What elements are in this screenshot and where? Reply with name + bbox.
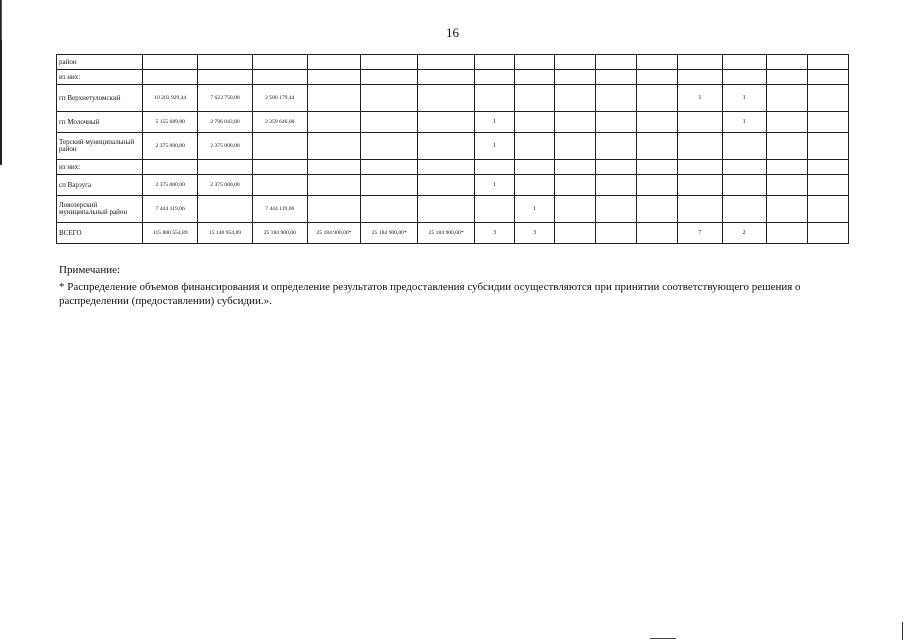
table-cell xyxy=(722,55,766,70)
table-cell xyxy=(555,85,596,112)
table-cell xyxy=(637,112,678,133)
table-cell: 1 xyxy=(475,175,515,196)
row-label: гп Молочный xyxy=(57,112,143,133)
table-cell xyxy=(515,55,555,70)
table-row xyxy=(57,112,849,133)
table-cell xyxy=(143,55,198,70)
table-cell xyxy=(637,133,678,160)
table-cell xyxy=(722,160,766,175)
table-cell: 2 375 000,00 xyxy=(143,133,198,160)
table-cell xyxy=(418,133,475,160)
table-cell xyxy=(678,160,722,175)
table-cell: 1 xyxy=(515,196,555,223)
table-cell xyxy=(361,160,418,175)
table-cell xyxy=(766,85,807,112)
table-cell xyxy=(678,196,722,223)
table-cell xyxy=(475,55,515,70)
table-cell: 25 184 900,00* xyxy=(418,223,475,244)
table-cell: 7 xyxy=(678,223,722,244)
table-cell xyxy=(307,70,361,85)
table-cell xyxy=(722,70,766,85)
table-cell xyxy=(807,112,848,133)
table-cell xyxy=(678,175,722,196)
table-cell xyxy=(596,85,637,112)
table-cell: 10 203 929,44 xyxy=(143,85,198,112)
row-label: сп Варзуга xyxy=(57,175,143,196)
table-row xyxy=(57,223,849,244)
table-cell xyxy=(766,55,807,70)
row-label: Ловозерский муниципальный район xyxy=(57,196,143,223)
table-cell xyxy=(198,55,253,70)
table-cell: 7 623 750,00 xyxy=(198,85,253,112)
table-cell xyxy=(766,112,807,133)
table-cell xyxy=(766,223,807,244)
table-cell xyxy=(418,55,475,70)
table-cell xyxy=(307,112,361,133)
table-cell xyxy=(252,160,307,175)
table-cell xyxy=(637,160,678,175)
table-cell: 15 140 954,89 xyxy=(198,223,253,244)
table-cell xyxy=(198,196,253,223)
table-cell xyxy=(307,196,361,223)
table-cell xyxy=(475,160,515,175)
table-cell xyxy=(807,55,848,70)
row-label: район xyxy=(57,55,143,70)
table-cell xyxy=(555,175,596,196)
table-cell xyxy=(475,196,515,223)
table-cell xyxy=(637,85,678,112)
table-body xyxy=(57,55,849,244)
table-cell xyxy=(307,55,361,70)
note-title: Примечание: xyxy=(59,264,121,276)
table-cell xyxy=(515,70,555,85)
note-text: * Распределение объемов финансирования и определение результатов предоставления субсидии осуществляются при принятии соответствующего решения о распределении (предоставлении) субсидии.». xyxy=(59,281,801,307)
table-cell xyxy=(596,223,637,244)
table-cell xyxy=(722,133,766,160)
row-label: гп Верхнетуломский xyxy=(57,85,143,112)
table-cell xyxy=(418,85,475,112)
table-cell xyxy=(596,175,637,196)
row-label: из них: xyxy=(57,160,143,175)
table-cell xyxy=(361,85,418,112)
table-cell xyxy=(198,70,253,85)
table-cell: 2 375 000,00 xyxy=(198,175,253,196)
table-cell xyxy=(307,133,361,160)
page-number: 16 xyxy=(446,25,459,40)
table-cell xyxy=(637,196,678,223)
table-cell xyxy=(596,160,637,175)
table-cell xyxy=(722,196,766,223)
table-cell: 1 xyxy=(475,112,515,133)
table-cell xyxy=(807,175,848,196)
table-cell xyxy=(252,133,307,160)
table-cell xyxy=(722,175,766,196)
table-cell xyxy=(361,112,418,133)
table-cell xyxy=(252,175,307,196)
table-cell xyxy=(555,160,596,175)
table-cell xyxy=(807,85,848,112)
table-cell xyxy=(198,160,253,175)
table-cell xyxy=(515,85,555,112)
table-cell: 3 xyxy=(475,223,515,244)
table-cell xyxy=(361,133,418,160)
table-cell xyxy=(596,196,637,223)
table-cell xyxy=(596,70,637,85)
table-cell xyxy=(555,223,596,244)
table-cell xyxy=(307,160,361,175)
table-cell xyxy=(143,160,198,175)
table-cell xyxy=(555,196,596,223)
table-row xyxy=(57,133,849,160)
table-cell: 3 xyxy=(515,223,555,244)
table-cell xyxy=(766,70,807,85)
table-cell xyxy=(307,175,361,196)
table-cell xyxy=(361,196,418,223)
table-cell: 1 xyxy=(475,133,515,160)
table-cell xyxy=(475,70,515,85)
table-cell: 7 444 119,06 xyxy=(143,196,198,223)
table-cell xyxy=(515,133,555,160)
row-label: из них: xyxy=(57,70,143,85)
table-cell xyxy=(143,70,198,85)
table-cell xyxy=(807,70,848,85)
table-cell xyxy=(361,70,418,85)
table-cell: 25 184 900,00* xyxy=(307,223,361,244)
table-cell xyxy=(418,160,475,175)
table-cell xyxy=(555,133,596,160)
table-cell: 5 155 689,80 xyxy=(143,112,198,133)
right-edge-mark xyxy=(902,622,903,640)
row-label: ВСЕГО xyxy=(57,223,143,244)
table-cell xyxy=(252,70,307,85)
table-cell xyxy=(475,85,515,112)
table-cell: 25 184 900,00* xyxy=(361,223,418,244)
table-cell xyxy=(418,70,475,85)
table-cell: 25 184 900,00 xyxy=(252,223,307,244)
bottom-edge-mark xyxy=(650,638,676,639)
table-cell: 2 375 000,00 xyxy=(198,133,253,160)
table-cell: 115 880 554,89 xyxy=(143,223,198,244)
table-cell xyxy=(637,55,678,70)
table-row xyxy=(57,70,849,85)
table-cell xyxy=(515,175,555,196)
table-cell xyxy=(252,55,307,70)
table-cell xyxy=(807,223,848,244)
table-cell: 2 796 043,80 xyxy=(198,112,253,133)
table-cell xyxy=(678,112,722,133)
table-cell xyxy=(515,112,555,133)
table-row xyxy=(57,175,849,196)
table-cell: 2 xyxy=(722,223,766,244)
table-cell: 2 359 646,00 xyxy=(252,112,307,133)
table-cell xyxy=(596,133,637,160)
table-cell xyxy=(678,55,722,70)
table-cell xyxy=(637,70,678,85)
table-cell xyxy=(418,112,475,133)
table-cell xyxy=(637,223,678,244)
table-cell xyxy=(555,112,596,133)
table-cell: 1 xyxy=(678,85,722,112)
table-row xyxy=(57,85,849,112)
table-cell xyxy=(807,196,848,223)
table-cell xyxy=(361,55,418,70)
table-cell: 1 xyxy=(722,112,766,133)
table-cell xyxy=(678,133,722,160)
table-cell xyxy=(555,70,596,85)
table-cell xyxy=(596,55,637,70)
table-cell xyxy=(766,133,807,160)
subsidy-distribution-table xyxy=(56,54,849,244)
table-cell: 2 375 000,00 xyxy=(143,175,198,196)
table-cell xyxy=(555,55,596,70)
table-cell xyxy=(515,160,555,175)
table-cell xyxy=(766,196,807,223)
table-cell xyxy=(807,133,848,160)
table-cell xyxy=(637,175,678,196)
table-cell xyxy=(678,70,722,85)
row-label: Терский муниципальный район xyxy=(57,133,143,160)
table-cell: 1 xyxy=(722,85,766,112)
table-row xyxy=(57,196,849,223)
table-cell xyxy=(418,196,475,223)
table-row xyxy=(57,160,849,175)
table-row xyxy=(57,55,849,70)
table-cell xyxy=(596,112,637,133)
table-cell xyxy=(361,175,418,196)
table-cell xyxy=(766,160,807,175)
table-cell xyxy=(418,175,475,196)
table-cell xyxy=(307,85,361,112)
table-cell xyxy=(766,175,807,196)
table-cell: 7 444 119,06 xyxy=(252,196,307,223)
table-cell xyxy=(807,160,848,175)
table-cell: 2 580 179,44 xyxy=(252,85,307,112)
